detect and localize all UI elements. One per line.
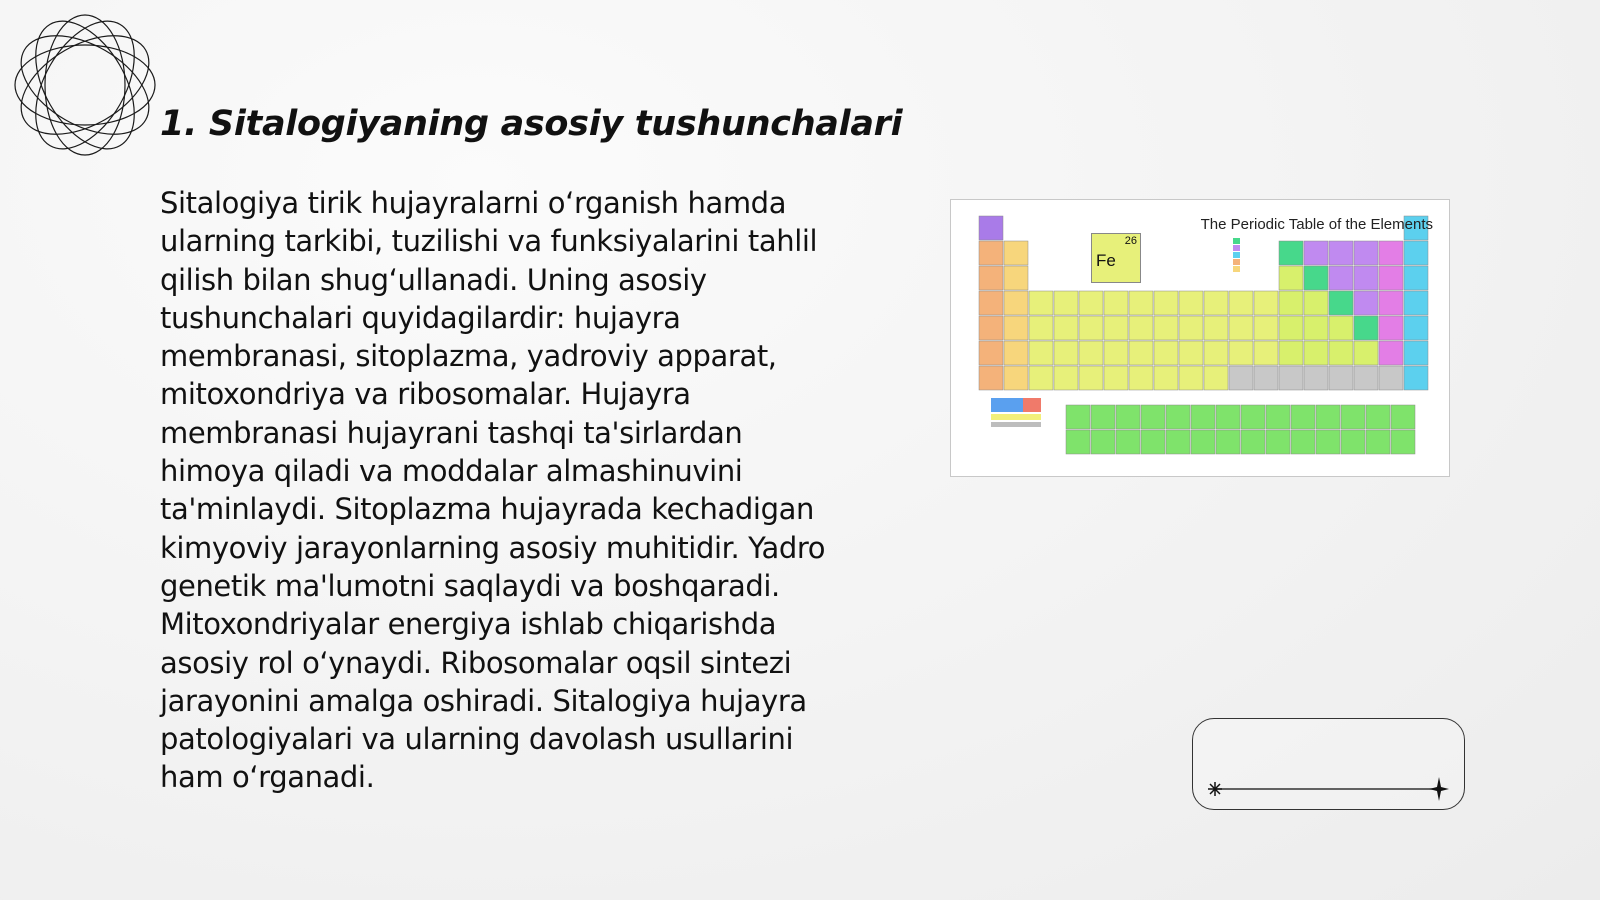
element-cell (1329, 316, 1353, 340)
element-cell (1279, 241, 1303, 265)
element-cell (1316, 405, 1340, 429)
element-cell (1279, 266, 1303, 290)
element-cell (1354, 291, 1378, 315)
element-cell (1404, 241, 1428, 265)
element-cell (1179, 316, 1203, 340)
element-cell (1154, 291, 1178, 315)
element-cell (1254, 341, 1278, 365)
element-cell (1341, 430, 1365, 454)
featured-element-box (1091, 233, 1141, 283)
element-cell (1029, 366, 1053, 390)
featured-element-number: 26 (1124, 235, 1137, 247)
element-cell (1354, 241, 1378, 265)
element-cell (1191, 405, 1215, 429)
legend-swatch (1023, 398, 1041, 412)
periodic-table-grid (951, 200, 1451, 478)
element-cell (1204, 291, 1228, 315)
element-cell (1141, 430, 1165, 454)
element-cell (1366, 405, 1390, 429)
element-cell (1079, 291, 1103, 315)
element-cell (1054, 316, 1078, 340)
element-cell (1229, 341, 1253, 365)
element-cell (1004, 241, 1028, 265)
legend-key-swatch (1233, 259, 1240, 265)
element-cell (1054, 341, 1078, 365)
element-cell (1379, 241, 1403, 265)
element-cell (1029, 316, 1053, 340)
element-cell (1004, 266, 1028, 290)
element-cell (1279, 291, 1303, 315)
legend-key-swatch (1233, 266, 1240, 272)
element-cell (1116, 430, 1140, 454)
element-cell (1204, 341, 1228, 365)
element-cell (1291, 405, 1315, 429)
element-cell (1391, 405, 1415, 429)
element-cell (1254, 366, 1278, 390)
element-cell (1329, 341, 1353, 365)
element-cell (1154, 341, 1178, 365)
legend-swatch (991, 422, 1041, 427)
element-cell (1379, 316, 1403, 340)
element-cell (1341, 405, 1365, 429)
element-cell (1129, 366, 1153, 390)
element-cell (979, 266, 1003, 290)
element-cell (1366, 430, 1390, 454)
element-cell (1204, 316, 1228, 340)
element-cell (1266, 430, 1290, 454)
legend-key-swatch (1233, 245, 1240, 251)
element-cell (1379, 291, 1403, 315)
element-cell (1104, 341, 1128, 365)
element-cell (1304, 366, 1328, 390)
element-cell (1304, 341, 1328, 365)
element-cell (1129, 341, 1153, 365)
element-cell (1404, 316, 1428, 340)
spirograph-icon (10, 10, 160, 160)
element-cell (979, 216, 1003, 240)
element-cell (1254, 291, 1278, 315)
element-cell (1004, 291, 1028, 315)
element-cell (1304, 316, 1328, 340)
element-cell (1066, 405, 1090, 429)
element-cell (1166, 430, 1190, 454)
featured-element-symbol: Fe (1096, 251, 1116, 270)
legend-key-swatch (1233, 252, 1240, 258)
element-cell (1104, 316, 1128, 340)
element-cell (1329, 266, 1353, 290)
element-cell (1179, 366, 1203, 390)
element-cell (1304, 241, 1328, 265)
legend-swatch (991, 398, 1023, 412)
slide-title: 1. Sitalogiyaning asosiy tushunchalari (160, 104, 903, 144)
element-cell (1091, 430, 1115, 454)
element-cell (1229, 316, 1253, 340)
element-cell (1129, 316, 1153, 340)
element-cell (1241, 405, 1265, 429)
element-cell (979, 241, 1003, 265)
element-cell (1329, 366, 1353, 390)
element-cell (1329, 241, 1353, 265)
legend-swatch (991, 414, 1041, 420)
element-cell (1304, 266, 1328, 290)
element-cell (1079, 316, 1103, 340)
element-cell (1054, 366, 1078, 390)
element-cell (1029, 291, 1053, 315)
slide-body-text: Sitalogiya tirik hujayralarni o‘rganish hamda ularning tarkibi, tuzilishi va funksiyalarini tahlil qilish bilan shug‘ullanadi. Uning asosiy tushunchalari quyidagilardir: hujayra membranasi, sitoplazma, yadroviy apparat, mitoxondriya va ribosomalar. Hujayra membranasi hujayrani tashqi ta'sirlardan himoya qiladi va moddalar almashinuvini ta'minlaydi. Sitoplazma hujayrada kechadigan kimyoviy jarayonlarning asosiy muhitidir. Yadro genetik ma'lumotni saqlaydi va boshqaradi. Mitoxondriyalar energiya ishlab chiqarishda asosiy rol o‘ynaydi. Ribosomalar oqsil sintezi jarayonini amalga oshiradi. Sitalogiya hujayra patologiyalari va ularning davolash usullarini ham o‘rganadi. (160, 186, 826, 795)
element-cell (1279, 316, 1303, 340)
element-cell (1216, 405, 1240, 429)
element-cell (1254, 316, 1278, 340)
element-cell (1166, 405, 1190, 429)
element-cell (1266, 405, 1290, 429)
element-cell (1291, 430, 1315, 454)
element-cell (1104, 366, 1128, 390)
element-cell (1279, 341, 1303, 365)
element-cell (1004, 341, 1028, 365)
element-cell (1354, 266, 1378, 290)
element-cell (1379, 366, 1403, 390)
element-cell (1304, 291, 1328, 315)
sparkle-icon (1208, 782, 1222, 796)
element-cell (1229, 291, 1253, 315)
element-cell (1179, 341, 1203, 365)
element-cell (1179, 291, 1203, 315)
element-cell (1354, 341, 1378, 365)
timeline-line (1193, 719, 1466, 811)
element-cell (1379, 266, 1403, 290)
element-cell (1241, 430, 1265, 454)
element-cell (1029, 341, 1053, 365)
element-cell (1404, 291, 1428, 315)
element-cell (1116, 405, 1140, 429)
element-cell (979, 341, 1003, 365)
element-cell (1054, 291, 1078, 315)
element-cell (1279, 366, 1303, 390)
legend-key-swatch (1233, 238, 1240, 244)
element-cell (1229, 366, 1253, 390)
element-cell (1104, 291, 1128, 315)
element-cell (1154, 316, 1178, 340)
element-cell (1191, 430, 1215, 454)
element-cell (1004, 316, 1028, 340)
element-cell (1129, 291, 1153, 315)
element-cell (1154, 366, 1178, 390)
element-cell (1091, 405, 1115, 429)
element-cell (1354, 316, 1378, 340)
element-cell (1079, 366, 1103, 390)
element-cell (1204, 366, 1228, 390)
element-cell (1216, 430, 1240, 454)
periodic-table-image (950, 199, 1450, 477)
star-icon (1429, 777, 1449, 801)
element-cell (1066, 430, 1090, 454)
element-cell (1004, 366, 1028, 390)
element-cell (1141, 405, 1165, 429)
element-cell (979, 291, 1003, 315)
element-cell (1079, 341, 1103, 365)
element-cell (979, 316, 1003, 340)
element-cell (1379, 341, 1403, 365)
element-cell (1404, 341, 1428, 365)
element-cell (1404, 366, 1428, 390)
element-cell (1329, 291, 1353, 315)
element-cell (1404, 266, 1428, 290)
element-cell (1354, 366, 1378, 390)
element-cell (1391, 430, 1415, 454)
element-cell (979, 366, 1003, 390)
timeline-widget (1192, 718, 1465, 810)
periodic-table-title: The Periodic Table of the Elements (1200, 216, 1433, 233)
element-cell (1316, 430, 1340, 454)
